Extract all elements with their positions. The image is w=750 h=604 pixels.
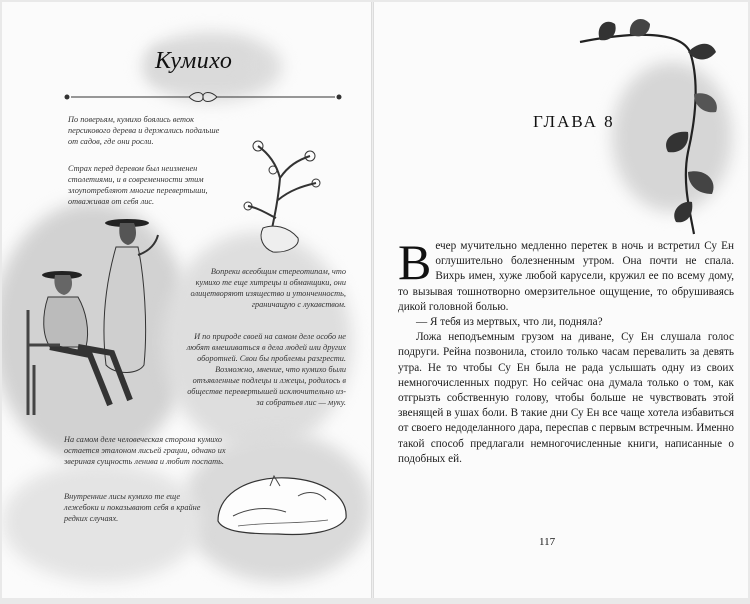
lore-paragraph: Страх перед деревом был неизменен столетиями, и в современности этим злоупотребляют многие перевертыши, отваживая от себя лис.: [68, 164, 208, 206]
lore-paragraph: Внутренние лисы кумихо те еще лежебоки и показывают себя в крайне редких случаях.: [64, 492, 201, 523]
paragraph: [398, 234, 734, 315]
paragraph-text: ечер мучительно медленно перетек в ночь и встретил Су Ен оглушительно болезненным утром. Она почти не спала. Вихрь имен, хуже любой карусели, кружил ее по всему дому, то вызывая тошнотворно омерзительное ощущение, то обрушиваясь дикой головной болью.: [398, 240, 734, 313]
book-gutter: [371, 2, 374, 598]
paragraph: Ложа неподъемным грузом на диване, Су Ен слушала голос подруги. Рейна позвонила, стоило только часам перевалить за девять утра. Не то чтобы Су Ен была не рада услышать одну из своих немногочисленных подруг. Но сейчас она думала только о том, как отгрызть собственную голову, чтобы больше не чувствовать этой звенящей в ушах боли. В такие дни Су Ен все чаще хотела избавиться от своего недоделанного дара, переспав с первым встречным. Именно такой способ предлагали немногочисленные книги, написанные о подобных ей.: [398, 331, 734, 465]
chapter-body: [398, 234, 734, 467]
lore-paragraph: По поверьям, кумихо боялись веток персикового дерева и держались подальше от садов, где они росли.: [68, 115, 220, 146]
sidebar-title: Кумихо: [155, 48, 233, 74]
drop-cap: В: [398, 234, 432, 290]
lore-paragraph: И по природе своей на самом деле особо не любят вмешиваться в дела людей или других оборотней. Свои бы проблемы разгрести. Возможно, мнение, что кумихо были отъявленные подлецы и лжецы, родилось в обществе перевертышей исключительно из-за собратьев лис — муку.: [186, 332, 346, 407]
paragraph: — Я тебя из мертвых, что ли, подняла?: [416, 316, 603, 329]
sleeping-fox-illustration: [208, 466, 358, 541]
lore-paragraph: На самом деле человеческая сторона кумихо остается эталоном лисьей грации, однако их звериная сущность ленива и любит поспать.: [64, 435, 226, 466]
page-number: 117: [539, 536, 556, 548]
lore-paragraph: Вопреки всеобщим стереотипам, что кумихо те еще хитрецы и обманщики, они олицетворяют изящество и утонченность, граничащую с лукавством.: [190, 267, 346, 309]
chapter-heading: ГЛАВА 8: [533, 112, 615, 131]
divider-ornament-icon: [63, 90, 343, 104]
peach-branch-illustration: [228, 128, 338, 258]
kumiho-figures-illustration: [20, 215, 180, 425]
